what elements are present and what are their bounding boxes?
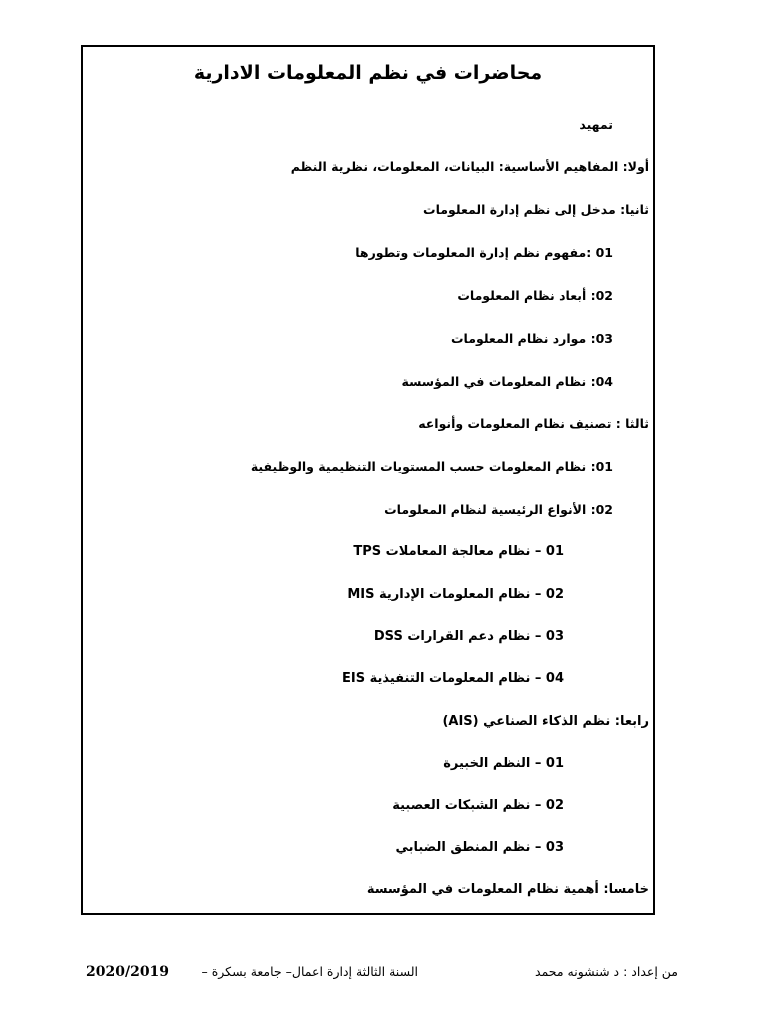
- footer-author: من إعداد : د شنشونه محمد: [535, 964, 678, 979]
- section-3-item-2: 02: الأنواع الرئيسية لنظام المعلومات: [384, 502, 613, 517]
- section-1-heading: أولا: المفاهيم الأساسية: البيانات، المعلومات، نظرية النظم: [290, 159, 649, 174]
- section-3-subitem-eis: 04 – نظام المعلومات التنفيذية EIS: [341, 671, 564, 686]
- section-3-subitem-dss: 03 – نظام دعم القرارات DSS: [373, 629, 564, 644]
- section-2-item-2: 02: أبعاد نظام المعلومات: [457, 288, 613, 303]
- section-2-item-4: 04: نظام المعلومات في المؤسسة: [401, 374, 613, 389]
- section-4-item-2: 02 – نظم الشبكات العصبية: [392, 798, 564, 813]
- section-3-subitem-tps: 01 – نظام معالجة المعاملات TPS: [353, 544, 564, 559]
- section-2-item-1: 01 :مفهوم نظم إدارة المعلومات وتطورها: [355, 245, 613, 260]
- section-4-heading: رابعا: نظم الذكاء الصناعي (AIS): [442, 714, 649, 729]
- section-3-subitem-mis: 02 – نظام المعلومات الإدارية MIS: [347, 587, 564, 602]
- section-4-item-1: 01 – النظم الخبيرة: [443, 756, 564, 771]
- section-2-heading: ثانيا: مدخل إلى نظم إدارة المعلومات: [423, 202, 649, 217]
- footer-year: 2020/2019: [86, 964, 170, 980]
- section-3-heading: ثالثا : تصنيف نظام المعلومات وأنواعه: [418, 416, 649, 431]
- section-4-item-3: 03 – نظم المنطق الضبابي: [395, 840, 564, 855]
- content-frame: [81, 45, 655, 915]
- section-2-item-3: 03: موارد نظام المعلومات: [450, 331, 613, 346]
- section-5-heading: خامسا: أهمية نظام المعلومات في المؤسسة: [366, 882, 649, 897]
- section-3-item-1: 01: نظام المعلومات حسب المستويات التنظيمية والوظيفية: [250, 459, 613, 474]
- document-title: محاضرات في نظم المعلومات الادارية: [193, 62, 543, 84]
- footer-program: السنة الثالثة إدارة اعمال– جامعة بسكرة –: [201, 964, 418, 979]
- intro-heading: تمهيد: [579, 117, 613, 132]
